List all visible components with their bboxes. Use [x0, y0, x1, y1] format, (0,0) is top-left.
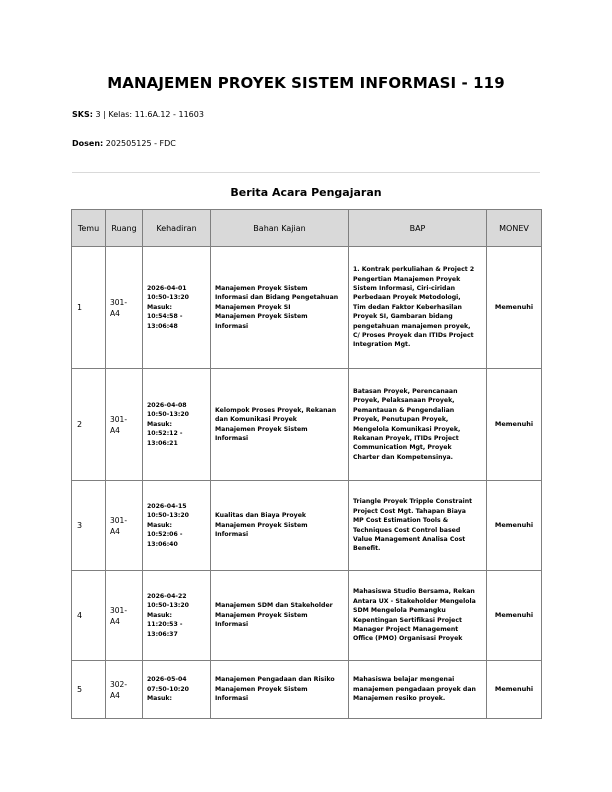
cell-monev: Memenuhi — [487, 571, 542, 661]
kehadiran-line: Masuk: — [147, 521, 173, 529]
cell-ruang — [106, 571, 143, 661]
kehadiran-line: 13:06:21 — [147, 439, 178, 447]
bahan-line: Informasi — [215, 434, 249, 442]
bap-line: 1. Kontrak perkuliahan & Project 2 — [353, 266, 475, 274]
bahan-line: Manajemen Proyek Sistem — [215, 521, 308, 529]
table-row — [72, 571, 542, 661]
kehadiran-line: 10:52:12 - — [147, 430, 183, 438]
header-temu: Temu — [72, 210, 106, 247]
cell-temu: 2 — [72, 369, 106, 481]
cell-ruang — [106, 661, 143, 719]
bap-line: Perbedaan Proyek Metodologi, — [353, 294, 461, 302]
bahan-line: Manajemen Pengadaan dan Risiko — [215, 676, 335, 684]
ruang-line: 301- — [110, 515, 128, 525]
bap-line: Pemantauan & Pengendalian — [353, 406, 455, 414]
dosen-line — [72, 139, 176, 148]
dosen-label: Dosen: — [72, 139, 104, 148]
bap-line: Triangle Proyek Tripple Constraint — [353, 498, 473, 506]
table-row — [72, 661, 542, 719]
bahan-line: Manajemen Proyek Sistem — [215, 685, 308, 693]
kehadiran-line: 10:52:06 - — [147, 531, 183, 539]
kehadiran-line: 10:50-13:20 — [147, 411, 189, 419]
ruang-line: 301- — [110, 605, 128, 615]
bap-line: Rekanan Proyek, ITIDs Project — [353, 434, 459, 442]
header-bap: BAP — [349, 210, 487, 247]
bap-line: pengetahuan manajemen proyek, — [353, 322, 471, 330]
bahan-line: Manajemen Proyek Sistem — [215, 284, 308, 292]
kehadiran-line: 07:50-10:20 — [147, 685, 189, 693]
header-monev: MONEV — [487, 210, 542, 247]
bahan-line: Manajemen Proyek SI — [215, 303, 291, 311]
cell-kehadiran — [143, 369, 211, 481]
kehadiran-line: 10:50-13:20 — [147, 602, 189, 610]
kehadiran-line: 2026-04-08 — [147, 401, 187, 409]
bahan-line: Informasi — [215, 695, 249, 703]
bahan-line: Manajemen Proyek Sistem — [215, 611, 308, 619]
bap-line: Kepentingan Sertifikasi Project — [353, 616, 462, 624]
page-title: MANAJEMEN PROYEK SISTEM INFORMASI - 119 — [107, 74, 505, 92]
ruang-line: A4 — [110, 616, 120, 626]
cell-temu: 3 — [72, 481, 106, 571]
kehadiran-line: 10:54:58 - — [147, 313, 183, 321]
table-row — [72, 369, 542, 481]
kehadiran-line: 13:06:37 — [147, 630, 178, 638]
cell-bahan-kajian — [211, 571, 349, 661]
bap-line: Value Management Analisa Cost — [353, 535, 466, 543]
table-row — [72, 247, 542, 369]
header-kehadiran: Kehadiran — [143, 210, 211, 247]
cell-kehadiran — [143, 661, 211, 719]
bap-line: Project Cost Mgt. Tahapan Biaya — [353, 507, 466, 515]
ruang-line: A4 — [110, 308, 120, 318]
bap-line: Integration Mgt. — [353, 341, 411, 349]
bahan-line: Informasi — [215, 531, 249, 539]
sks-kelas-value: 3 | Kelas: 11.6A.12 - 11603 — [95, 110, 204, 119]
ruang-line: 301- — [110, 297, 128, 307]
cell-monev: Memenuhi — [487, 661, 542, 719]
kehadiran-line: Masuk: — [147, 303, 173, 311]
cell-bahan-kajian — [211, 481, 349, 571]
bap-line: SDM Mengelola Pemangku — [353, 607, 446, 615]
ruang-line: A4 — [110, 526, 120, 536]
kehadiran-line: 2026-04-01 — [147, 284, 187, 292]
bap-line: MP Cost Estimation Tools & — [353, 517, 449, 525]
bap-line: Techniques Cost Control based — [353, 526, 461, 534]
bap-line: Benefit. — [353, 545, 381, 553]
table-row — [72, 481, 542, 571]
cell-ruang — [106, 247, 143, 369]
cell-monev: Memenuhi — [487, 247, 542, 369]
bap-line: Office (PMO) Organisasi Proyek — [353, 635, 463, 643]
cell-temu: 4 — [72, 571, 106, 661]
ruang-line: A4 — [110, 690, 120, 700]
cell-kehadiran — [143, 481, 211, 571]
kehadiran-line: 10:50-13:20 — [147, 512, 189, 520]
bahan-line: Kualitas dan Biaya Proyek — [215, 512, 307, 520]
bap-line: Mahasiswa belajar mengenai — [353, 676, 455, 684]
kehadiran-line: 10:50-13:20 — [147, 294, 189, 302]
divider — [72, 172, 540, 173]
bap-line: Proyek, Penutupan Proyek, — [353, 416, 449, 424]
kehadiran-line: 2026-05-04 — [147, 676, 187, 684]
ruang-line: A4 — [110, 425, 120, 435]
ruang-line: 302- — [110, 679, 128, 689]
sks-label: SKS: — [72, 110, 93, 119]
kehadiran-line: Masuk: — [147, 611, 173, 619]
bahan-line: Informasi dan Bidang Pengetahuan — [215, 294, 339, 302]
cell-bap — [349, 571, 487, 661]
cell-bap — [349, 247, 487, 369]
bap-line: C/ Proses Proyek dan ITIDs Project — [353, 332, 474, 340]
bahan-line: Manajemen Proyek Sistem — [215, 313, 308, 321]
cell-temu: 5 — [72, 661, 106, 719]
header-ruang: Ruang — [106, 210, 143, 247]
kehadiran-line: 13:06:40 — [147, 540, 178, 548]
bahan-line: Informasi — [215, 322, 249, 330]
bahan-line: dan Komunikasi Proyek — [215, 416, 297, 424]
cell-bap — [349, 661, 487, 719]
ruang-line: 301- — [110, 414, 128, 424]
bap-line: manajemen pengadaan proyek dan — [353, 685, 476, 693]
kehadiran-line: 13:06:48 — [147, 322, 178, 330]
bap-line: Proyek, Pelaksanaan Proyek, — [353, 397, 455, 405]
bap-line: Proyek SI, Gambaran bidang — [353, 313, 453, 321]
header-bahan-kajian: Bahan Kajian — [211, 210, 349, 247]
cell-temu: 1 — [72, 247, 106, 369]
bahan-line: Informasi — [215, 621, 249, 629]
cell-ruang — [106, 369, 143, 481]
dosen-value: 202505125 - FDC — [105, 139, 176, 148]
sks-kelas-line — [72, 110, 204, 119]
bap-line: Mahasiswa Studio Bersama, Rekan — [353, 588, 475, 596]
kehadiran-line: Masuk: — [147, 695, 173, 703]
cell-monev: Memenuhi — [487, 481, 542, 571]
table-header-row — [72, 210, 542, 247]
bap-line: Mengelola Komunikasi Proyek, — [353, 425, 461, 433]
bap-line: Communication Mgt, Proyek — [353, 444, 452, 452]
table-body — [72, 247, 542, 719]
bahan-line: Kelompok Proses Proyek, Rekanan — [215, 406, 337, 414]
cell-bap — [349, 369, 487, 481]
cell-kehadiran — [143, 571, 211, 661]
cell-bahan-kajian — [211, 369, 349, 481]
bahan-line: Manajemen SDM dan Stakeholder — [215, 602, 333, 610]
bap-table — [71, 209, 542, 719]
cell-monev: Memenuhi — [487, 369, 542, 481]
cell-bahan-kajian — [211, 247, 349, 369]
bap-line: Manager Project Management — [353, 625, 459, 633]
kehadiran-line: Masuk: — [147, 420, 173, 428]
bap-line: Sistem Informasi, Ciri-ciridan — [353, 284, 456, 292]
cell-ruang — [106, 481, 143, 571]
cell-bap — [349, 481, 487, 571]
cell-kehadiran — [143, 247, 211, 369]
kehadiran-line: 11:20:53 - — [147, 621, 183, 629]
kehadiran-line: 2026-04-15 — [147, 502, 187, 510]
cell-bahan-kajian — [211, 661, 349, 719]
bahan-line: Manajemen Proyek Sistem — [215, 425, 308, 433]
bap-line: Manajemen resiko proyek. — [353, 695, 446, 703]
bap-line: Batasan Proyek, Perencanaan — [353, 387, 458, 395]
kehadiran-line: 2026-04-22 — [147, 592, 187, 600]
bap-line: Antara UX - Stakeholder Mengelola — [353, 597, 476, 605]
bap-line: Charter dan Kompetensinya. — [353, 453, 454, 461]
section-title: Berita Acara Pengajaran — [230, 186, 382, 199]
bap-line: Pengertian Manajemen Proyek — [353, 275, 461, 283]
bap-line: Tim dedan Faktor Keberhasilan — [353, 303, 462, 311]
